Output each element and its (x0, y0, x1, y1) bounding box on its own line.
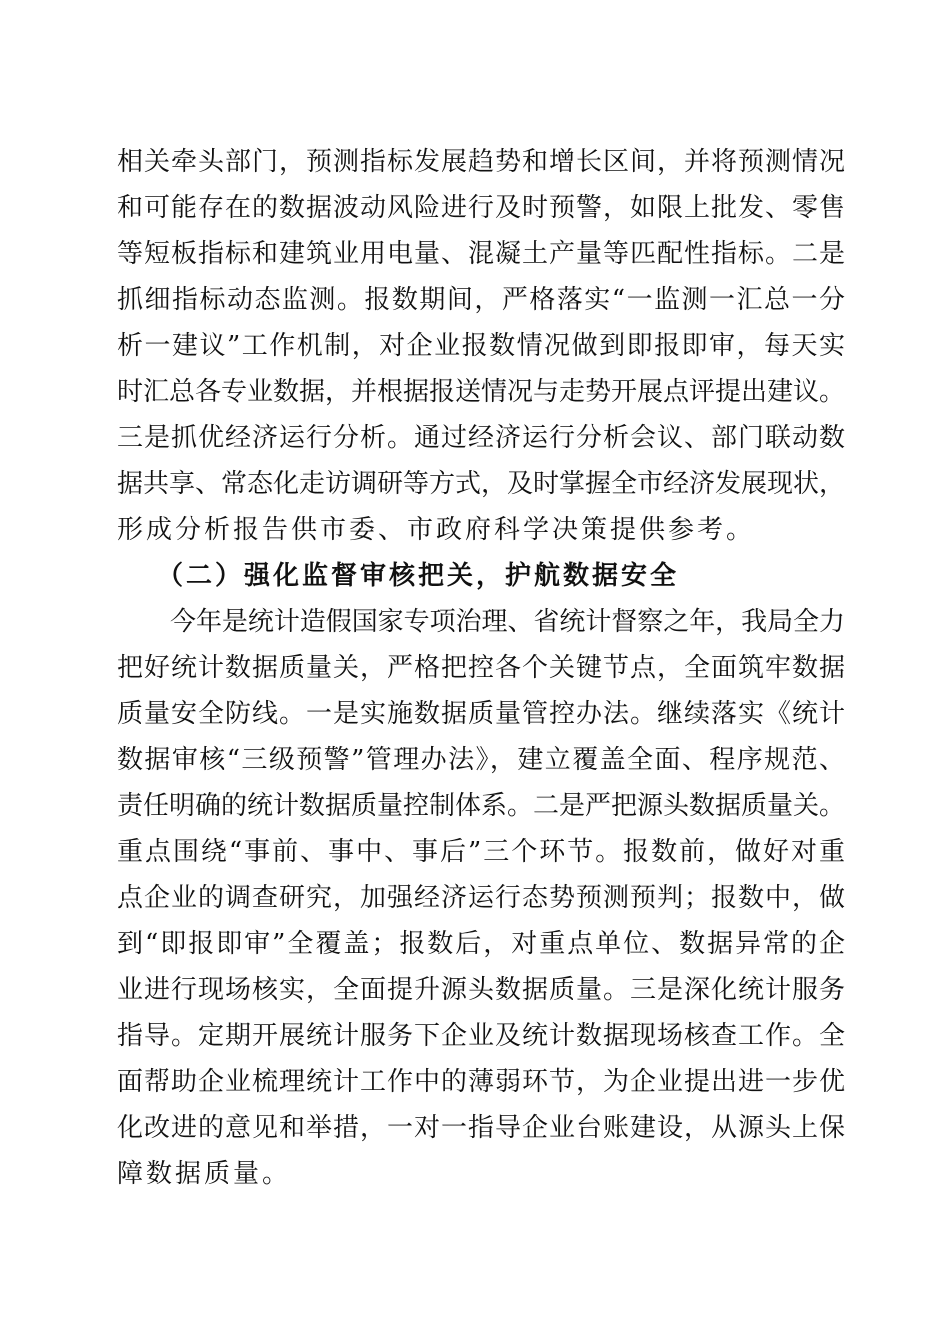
body-line: 质量安全防线。一是实施数据质量管控办法。继续落实《统计 (117, 699, 846, 729)
body-line: 点企业的调查研究，加强经济运行态势预测预判；报数中，做 (117, 883, 846, 913)
body-line: 相关牵头部门，预测指标发展趋势和增长区间，并将预测情况 (117, 147, 846, 177)
body-line: 时汇总各专业数据，并根据报送情况与走势开展点评提出建议。 (117, 377, 845, 407)
body-line: 化改进的意见和举措，一对一指导企业台账建设，从源头上保 (117, 1113, 846, 1143)
body-line: 业进行现场核实，全面提升源头数据质量。三是深化统计服务 (117, 975, 846, 1005)
body-line: 重点围绕“事前、事中、事后”三个环节。报数前，做好对重 (117, 837, 847, 867)
body-line: 指导。定期开展统计服务下企业及统计数据现场核查工作。全 (117, 1021, 846, 1051)
body-line: 面帮助企业梳理统计工作中的薄弱环节，为企业提出进一步优 (117, 1067, 846, 1097)
body-line: 到“即报即审”全覆盖；报数后，对重点单位、数据异常的企 (117, 929, 847, 959)
body-line: 形成分析报告供市委、市政府科学决策提供参考。 (117, 515, 756, 545)
body-line: 和可能存在的数据波动风险进行及时预警，如限上批发、零售 (117, 193, 846, 223)
body-line: 数据审核“三级预警”管理办法》，建立覆盖全面、程序规范、 (117, 745, 847, 775)
body-line: 责任明确的统计数据质量控制体系。二是严把源头数据质量关。 (117, 791, 845, 821)
body-line: 抓细指标动态监测。报数期间，严格落实“一监测一汇总一分 (117, 285, 847, 315)
body-line: 等短板指标和建筑业用电量、混凝土产量等匹配性指标。二是 (117, 239, 846, 269)
body-line: 把好统计数据质量关，严格把控各个关键节点，全面筑牢数据 (117, 653, 846, 683)
section-heading: （二）强化监督审核把关，护航数据安全 (157, 561, 680, 591)
body-line: 三是抓优经济运行分析。通过经济运行分析会议、部门联动数 (117, 423, 846, 453)
body-line: 析一建议”工作机制，对企业报数情况做到即报即审，每天实 (117, 331, 847, 361)
body-line: 据共享、常态化走访调研等方式，及时掌握全市经济发展现状， (117, 469, 845, 499)
body-line: 今年是统计造假国家专项治理、省统计督察之年，我局全力 (170, 607, 845, 637)
body-line: 障数据质量。 (117, 1159, 292, 1189)
